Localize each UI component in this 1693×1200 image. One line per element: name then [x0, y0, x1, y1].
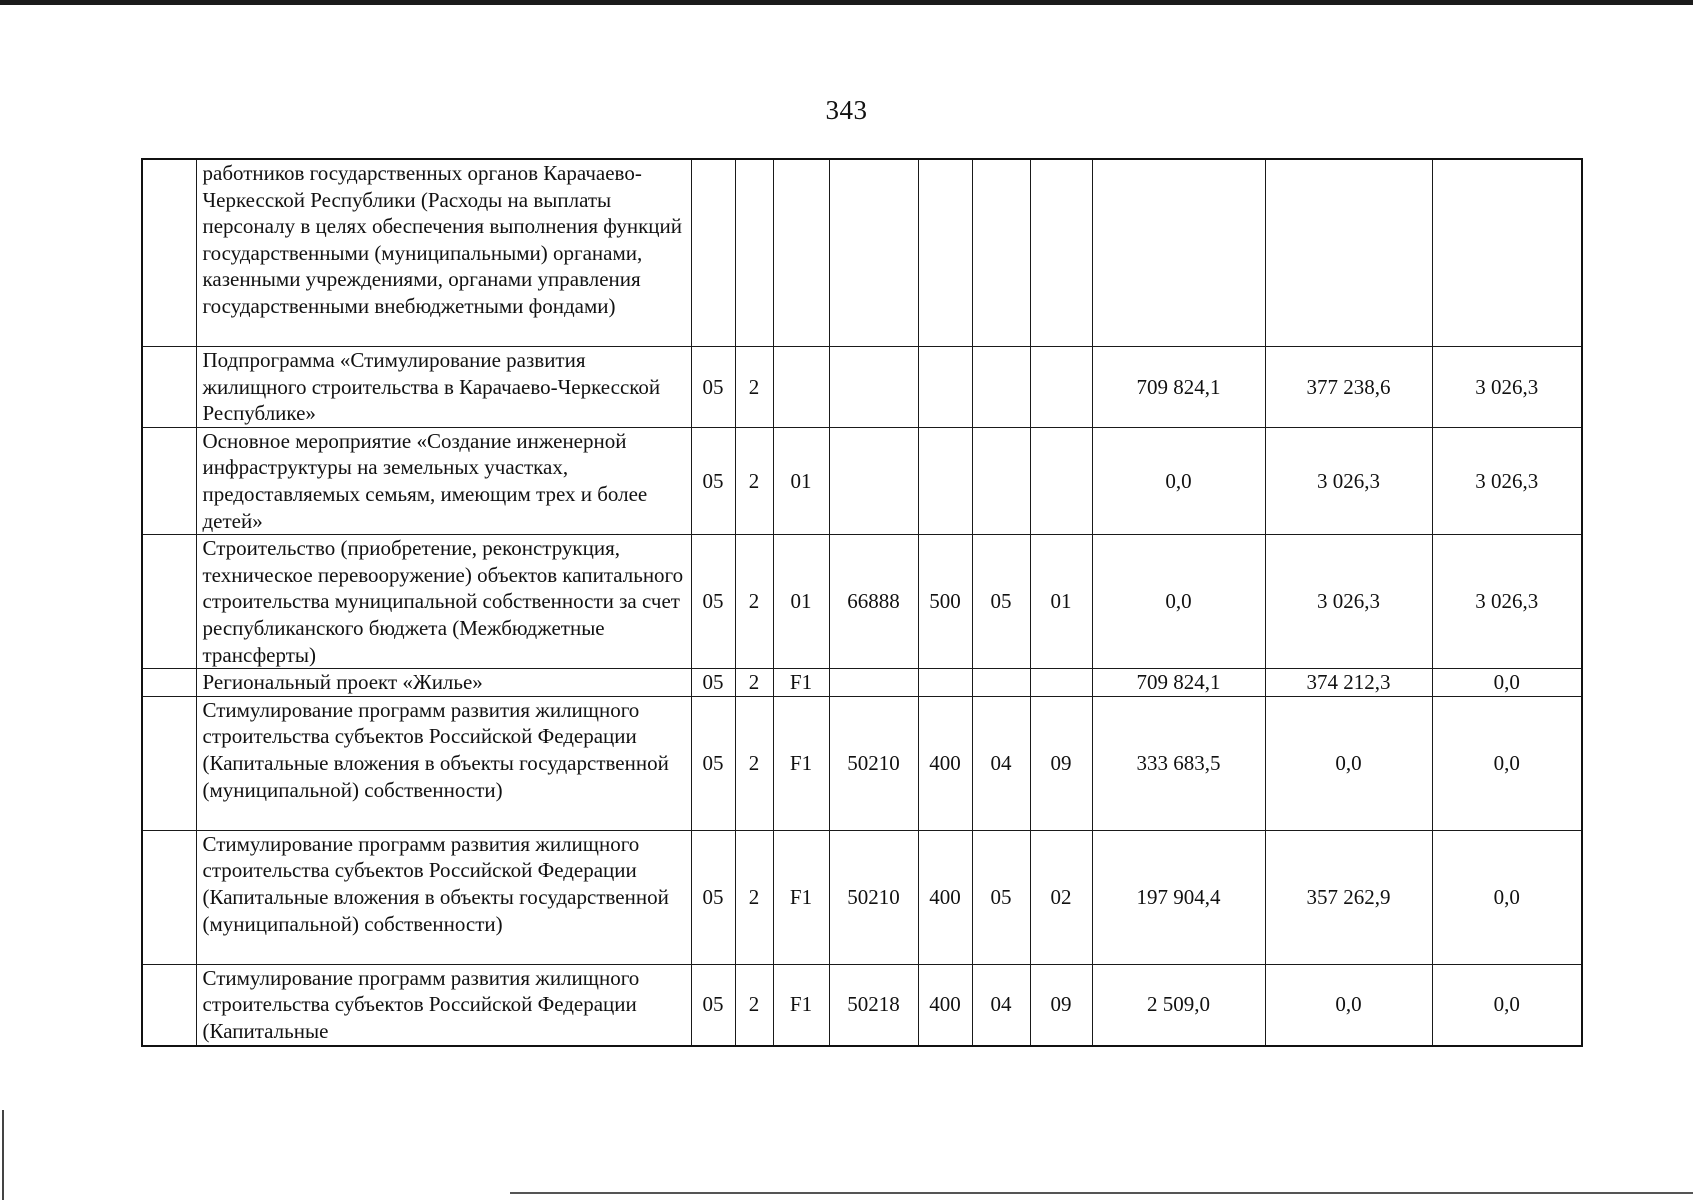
code-cell [1030, 347, 1092, 428]
code-cell: 2 [735, 830, 773, 964]
code-cell: 09 [1030, 696, 1092, 830]
code-cell [1030, 427, 1092, 534]
amount-cell: 3 026,3 [1432, 427, 1582, 534]
amount-cell: 3 026,3 [1265, 535, 1432, 669]
row-number-cell [142, 535, 196, 669]
code-cell: F1 [773, 964, 829, 1045]
amount-cell: 2 509,0 [1092, 964, 1265, 1045]
code-cell: F1 [773, 696, 829, 830]
code-cell [918, 669, 972, 697]
code-cell: 2 [735, 347, 773, 428]
code-cell [1030, 669, 1092, 697]
code-cell: 2 [735, 964, 773, 1045]
amount-cell: 3 026,3 [1265, 427, 1432, 534]
code-cell: 400 [918, 696, 972, 830]
code-cell: 05 [972, 830, 1030, 964]
code-cell: 04 [972, 964, 1030, 1045]
code-cell [1030, 159, 1092, 347]
item-name: Стимулирование программ развития жилищного строительства субъектов Российской Федерации (Капитальные [196, 964, 691, 1045]
item-name: Региональный проект «Жилье» [196, 669, 691, 697]
amount-cell: 357 262,9 [1265, 830, 1432, 964]
code-cell [691, 159, 735, 347]
code-cell: 400 [918, 964, 972, 1045]
row-number-cell [142, 669, 196, 697]
code-cell: 05 [691, 427, 735, 534]
code-cell [918, 427, 972, 534]
code-cell: 04 [972, 696, 1030, 830]
budget-table [141, 158, 1583, 1047]
amount-cell: 3 026,3 [1432, 535, 1582, 669]
scan-top-edge [0, 0, 1693, 5]
code-cell: 05 [691, 347, 735, 428]
code-cell: 01 [1030, 535, 1092, 669]
table-row [142, 830, 1582, 964]
code-cell [972, 427, 1030, 534]
code-cell: 50210 [829, 830, 918, 964]
code-cell: F1 [773, 830, 829, 964]
amount-cell: 3 026,3 [1432, 347, 1582, 428]
amount-cell: 377 238,6 [1265, 347, 1432, 428]
code-cell [918, 347, 972, 428]
code-cell: 50210 [829, 696, 918, 830]
item-name: Стимулирование программ развития жилищного строительства субъектов Российской Федерации (Капитальные вложения в объекты государственной (муниципальной) собственности) [196, 830, 691, 964]
amount-cell: 0,0 [1265, 964, 1432, 1045]
code-cell [972, 669, 1030, 697]
code-cell: 2 [735, 427, 773, 534]
row-number-cell [142, 427, 196, 534]
amount-cell: 709 824,1 [1092, 669, 1265, 697]
amount-cell: 0,0 [1432, 964, 1582, 1045]
code-cell: 01 [773, 535, 829, 669]
code-cell: 66888 [829, 535, 918, 669]
code-cell: 05 [691, 964, 735, 1045]
code-cell: 05 [972, 535, 1030, 669]
code-cell [972, 159, 1030, 347]
amount-cell: 333 683,5 [1092, 696, 1265, 830]
table-row [142, 535, 1582, 669]
table-row [142, 669, 1582, 697]
code-cell [972, 347, 1030, 428]
amount-cell [1092, 159, 1265, 347]
code-cell [829, 159, 918, 347]
code-cell: 2 [735, 669, 773, 697]
table-row [142, 964, 1582, 1045]
table-row [142, 427, 1582, 534]
code-cell: 05 [691, 669, 735, 697]
amount-cell: 0,0 [1432, 696, 1582, 830]
item-name: Строительство (приобретение, реконструкция, техническое перевооружение) объектов капитального строительства муниципальной собственности за счет республиканского бюджета (Межбюджетные трансферты) [196, 535, 691, 669]
code-cell: 2 [735, 535, 773, 669]
table-row [142, 696, 1582, 830]
amount-cell: 197 904,4 [1092, 830, 1265, 964]
table-row [142, 347, 1582, 428]
row-number-cell [142, 964, 196, 1045]
amount-cell: 709 824,1 [1092, 347, 1265, 428]
row-number-cell [142, 830, 196, 964]
code-cell: 09 [1030, 964, 1092, 1045]
code-cell [773, 347, 829, 428]
item-name: работников государственных органов Карачаево-Черкесской Республики (Расходы на выплаты персоналу в целях обеспечения выполнения функций государственными (муниципальными) органами, казенными учреждениями, органами управления государственными внебюджетными фондами) [196, 159, 691, 347]
code-cell [829, 347, 918, 428]
code-cell [918, 159, 972, 347]
item-name: Стимулирование программ развития жилищного строительства субъектов Российской Федерации (Капитальные вложения в объекты государственной (муниципальной) собственности) [196, 696, 691, 830]
amount-cell: 374 212,3 [1265, 669, 1432, 697]
amount-cell [1265, 159, 1432, 347]
scan-left-mark [2, 1110, 4, 1200]
code-cell [829, 669, 918, 697]
code-cell: 02 [1030, 830, 1092, 964]
row-number-cell [142, 696, 196, 830]
row-number-cell [142, 159, 196, 347]
code-cell [829, 427, 918, 534]
page-number: 343 [825, 95, 868, 125]
code-cell: 05 [691, 830, 735, 964]
item-name: Основное мероприятие «Создание инженерной инфраструктуры на земельных участках, предоставляемых семьям, имеющим трех и более детей» [196, 427, 691, 534]
code-cell [735, 159, 773, 347]
code-cell: 2 [735, 696, 773, 830]
code-cell: 05 [691, 535, 735, 669]
amount-cell [1432, 159, 1582, 347]
code-cell: 05 [691, 696, 735, 830]
amount-cell: 0,0 [1265, 696, 1432, 830]
scan-bottom-line [510, 1192, 1693, 1194]
code-cell: 50218 [829, 964, 918, 1045]
amount-cell: 0,0 [1092, 427, 1265, 534]
item-name: Подпрограмма «Стимулирование развития жилищного строительства в Карачаево-Черкесской Республике» [196, 347, 691, 428]
code-cell: 500 [918, 535, 972, 669]
amount-cell: 0,0 [1432, 830, 1582, 964]
row-number-cell [142, 347, 196, 428]
code-cell: 400 [918, 830, 972, 964]
table-row [142, 159, 1582, 347]
code-cell [773, 159, 829, 347]
code-cell: F1 [773, 669, 829, 697]
amount-cell: 0,0 [1092, 535, 1265, 669]
amount-cell: 0,0 [1432, 669, 1582, 697]
code-cell: 01 [773, 427, 829, 534]
